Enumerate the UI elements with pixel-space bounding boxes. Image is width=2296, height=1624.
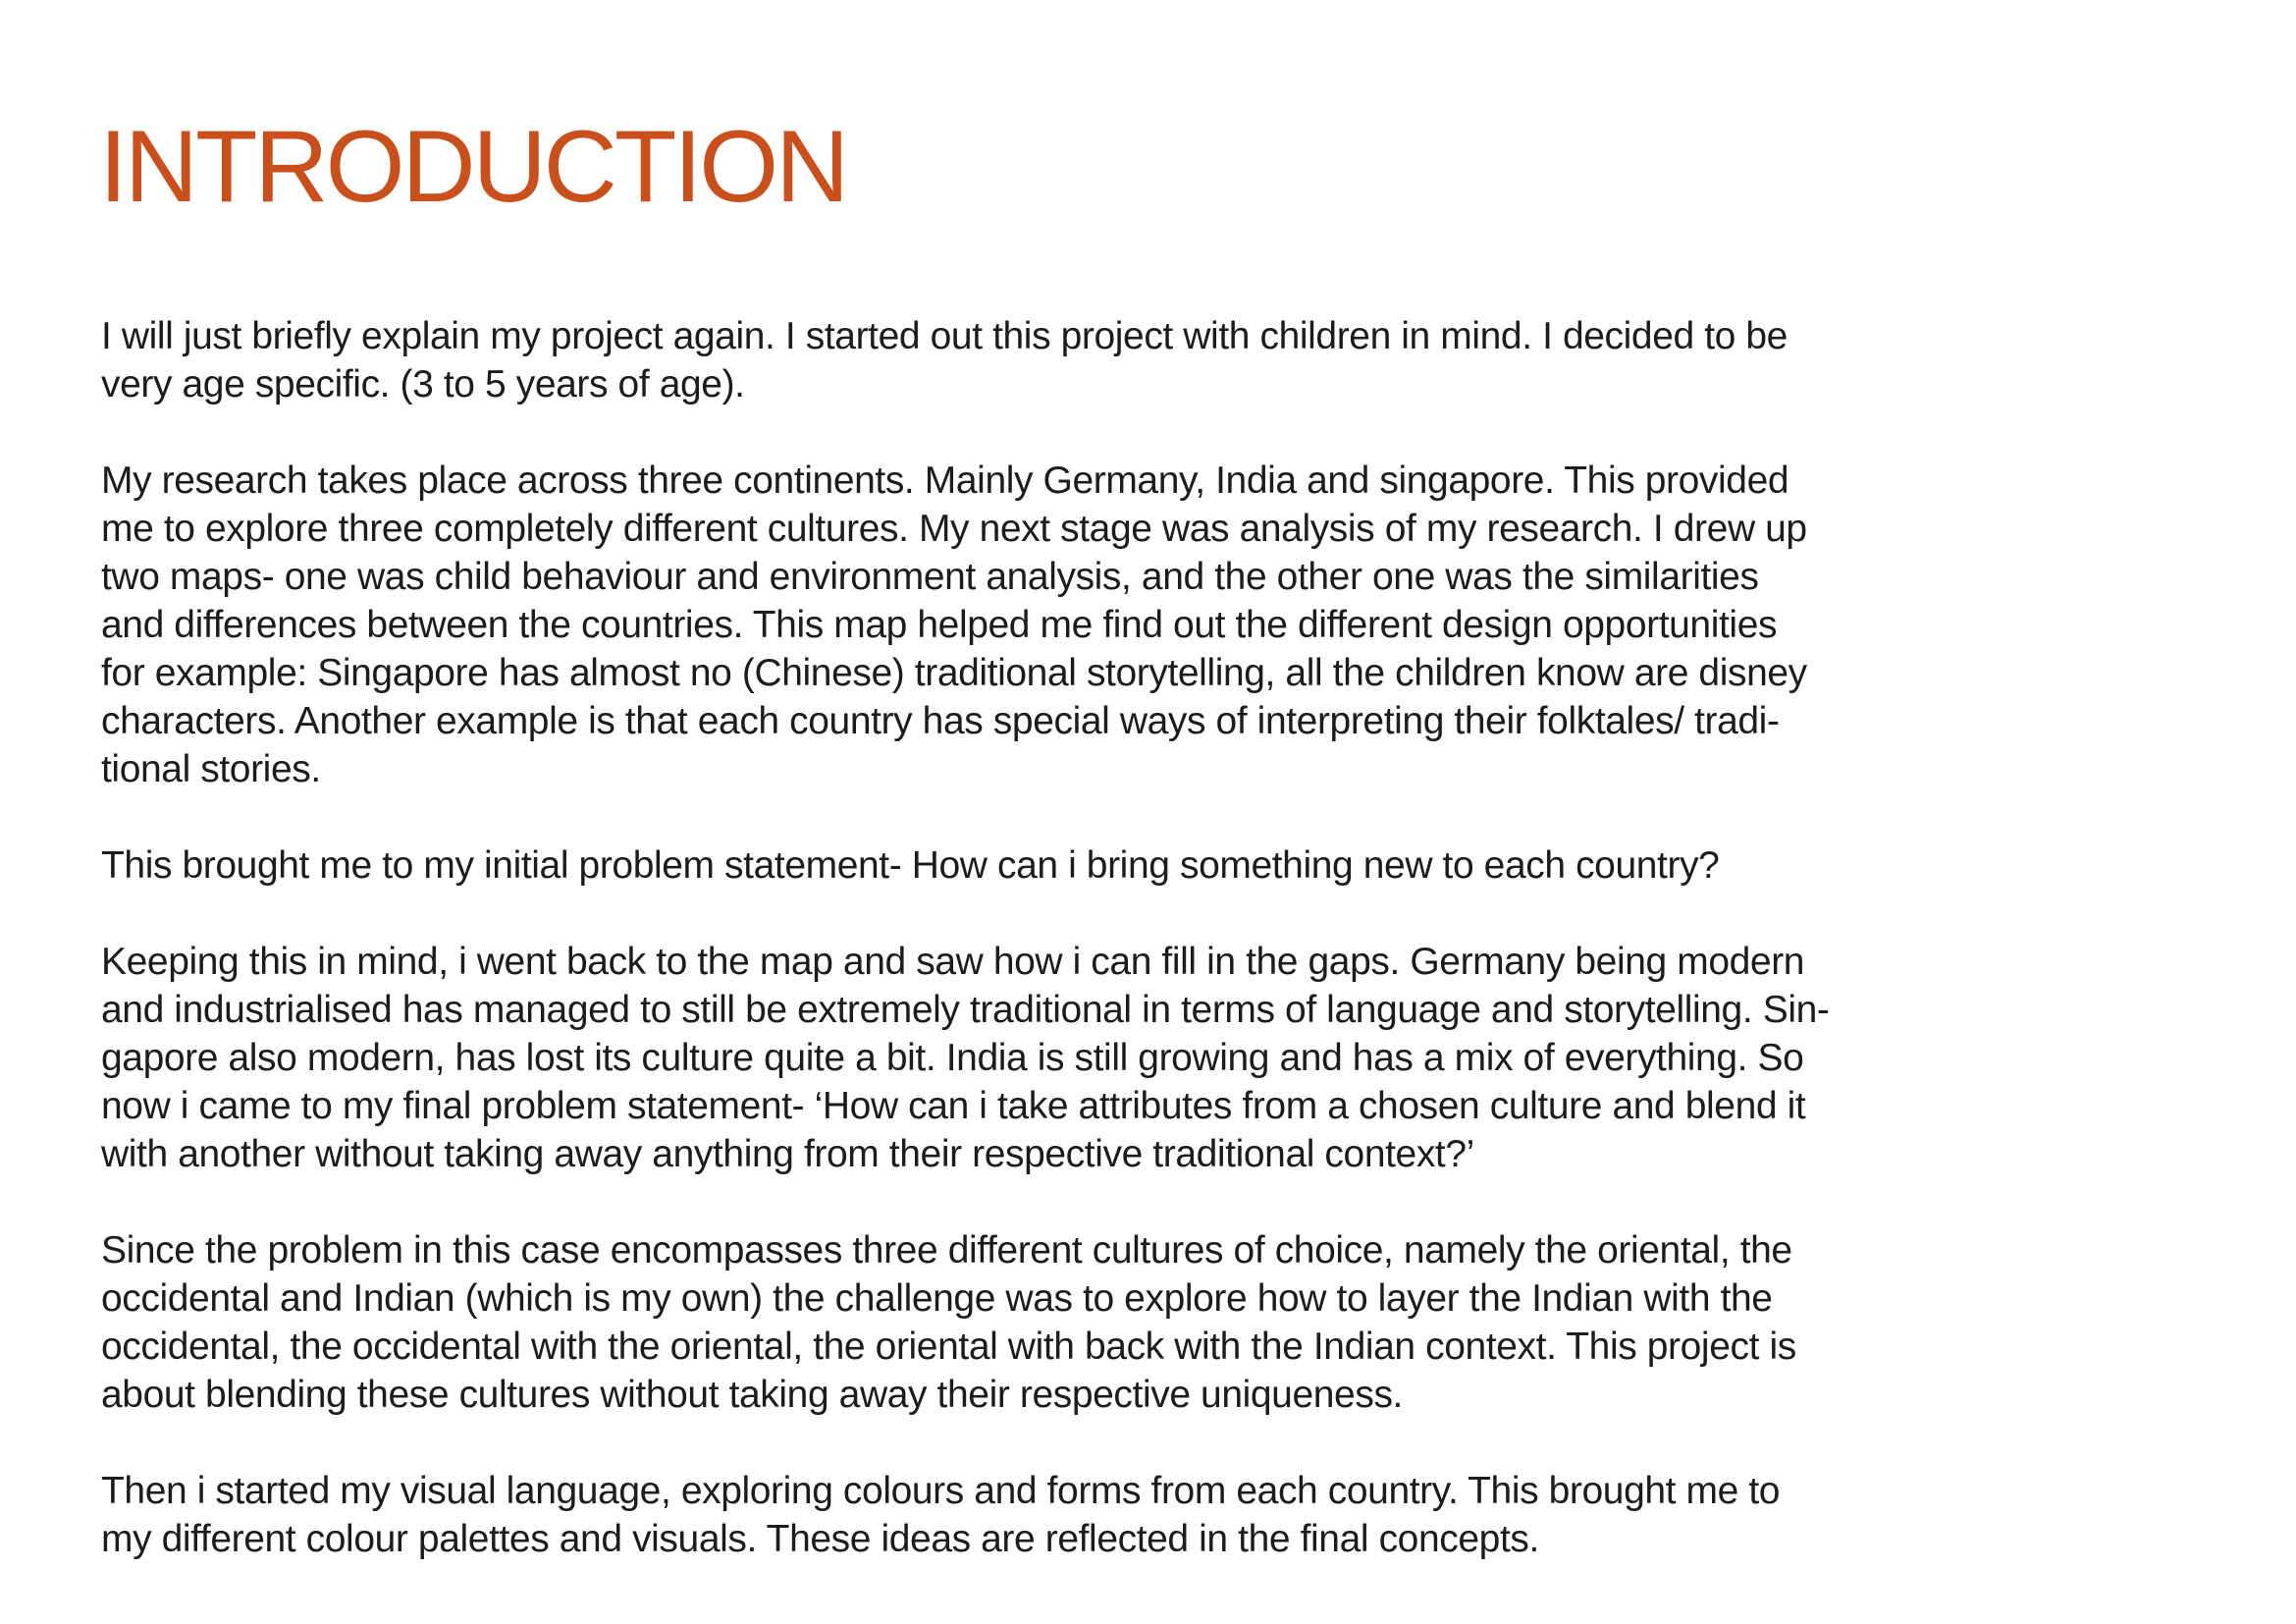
paragraph-research [101,457,1947,793]
text-line: me to explore three completely different cultures. My next stage was analysis of my research. I drew up [101,508,1807,550]
body-text [101,312,1947,1563]
page-title: INTRODUCTION [99,110,847,224]
paragraph-visual-language [101,1467,1947,1563]
paragraph-final-problem [101,938,1947,1178]
paragraph-cultures [101,1226,1947,1419]
text-line: and industrialised has managed to still be extremely traditional in terms of language and storytelling. Sin- [101,989,1830,1031]
text-line: very age specific. (3 to 5 years of age). [101,363,745,406]
text-line: two maps- one was child behaviour and environment analysis, and the other one was the similarities [101,556,1759,598]
text-line: now i came to my final problem statement- ‘How can i take attributes from a chosen culture and blend it [101,1085,1806,1127]
text-line: about blending these cultures without taking away their respective uniqueness. [101,1374,1403,1416]
text-line: tional stories. [101,748,321,790]
text-line: I will just briefly explain my project again. I started out this project with children in mind. I decided to be [101,315,1788,357]
text-line: occidental and Indian (which is my own) the challenge was to explore how to layer the Indian with the [101,1277,1773,1320]
text-line: occidental, the occidental with the oriental, the oriental with back with the Indian context. This project is [101,1326,1796,1368]
text-line: characters. Another example is that each country has special ways of interpreting their folktales/ tradi- [101,700,1780,742]
text-line: and differences between the countries. This map helped me find out the different design opportunities [101,604,1778,646]
text-line: My research takes place across three continents. Mainly Germany, India and singapore. This provided [101,460,1789,502]
text-line: with another without taking away anything from their respective traditional context?’ [101,1133,1474,1175]
text-line: Keeping this in mind, i went back to the map and saw how i can fill in the gaps. Germany being modern [101,941,1805,983]
text-line: This brought me to my initial problem statement- How can i bring something new to each country? [101,844,1720,887]
text-line: for example: Singapore has almost no (Chinese) traditional storytelling, all the children know are disney [101,652,1807,694]
text-line: Since the problem in this case encompasses three different cultures of choice, namely the oriental, the [101,1229,1792,1272]
text-line: my different colour palettes and visuals. These ideas are reflected in the final concepts. [101,1518,1539,1560]
paragraph-project-overview [101,312,1947,408]
text-line: gapore also modern, has lost its culture quite a bit. India is still growing and has a mix of everything. So [101,1037,1804,1079]
text-line: Then i started my visual language, exploring colours and forms from each country. This brought me to [101,1470,1781,1512]
paragraph-initial-problem [101,841,1947,890]
